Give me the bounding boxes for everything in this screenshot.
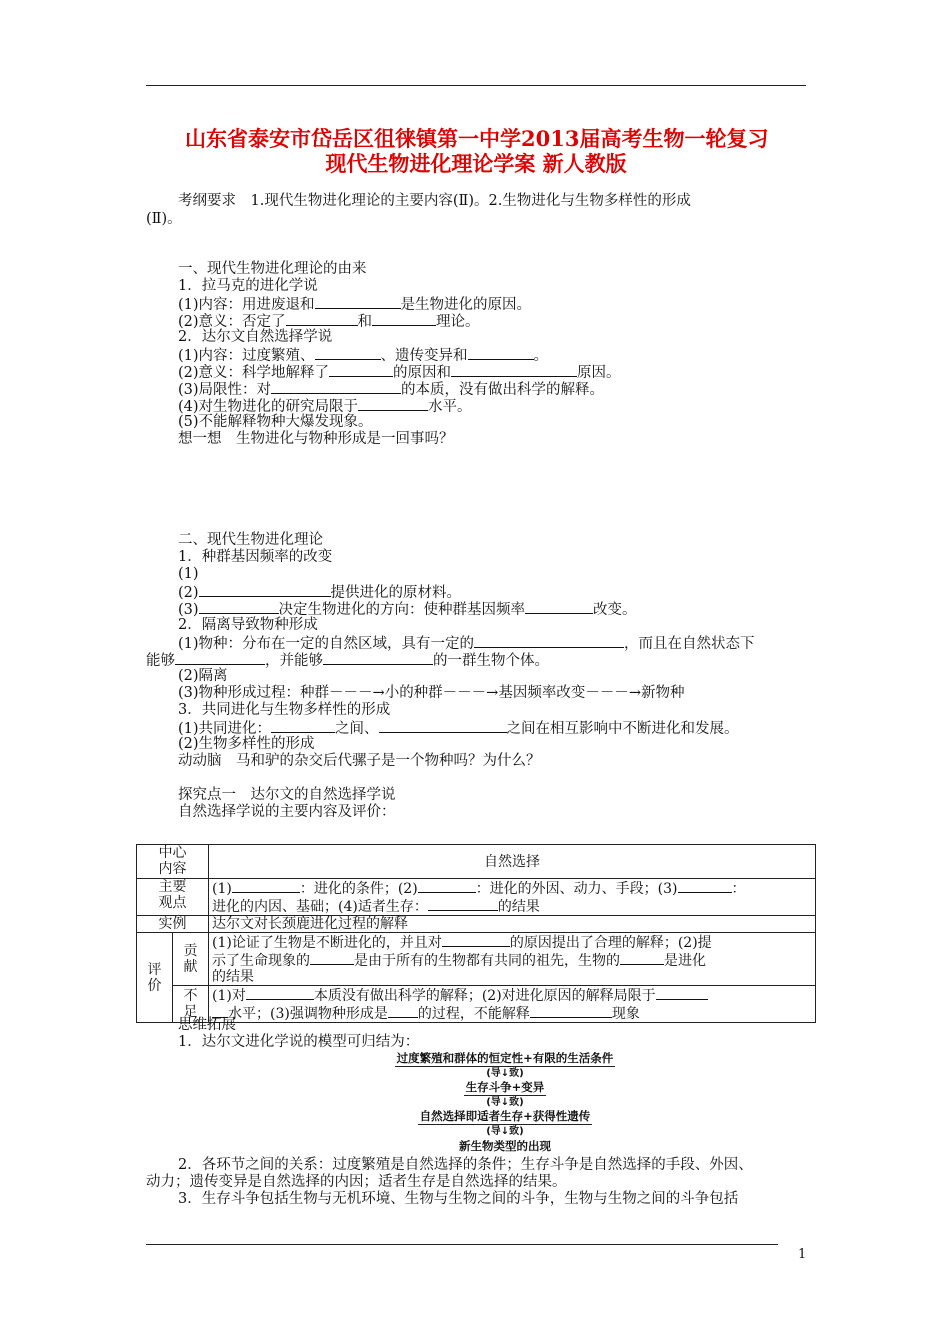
s2-line: (3) 决定生物进化的方向：使种群基因频率 改变。 [178,602,637,618]
fill-blank [388,1004,418,1018]
s2-line: (1) [178,566,199,582]
down-arrow-icon: (导↓致) [486,1126,524,1137]
s2-line: (2)生物多样性的形成 [178,736,315,752]
fill-blank [212,1004,228,1018]
fill-blank [442,933,510,947]
s1-line: 1．拉马克的进化学说 [178,278,318,294]
flow-step: 过度繁殖和群体的恒定性+有限的生活条件 [396,1051,614,1065]
table-row [137,916,816,933]
table-row [137,879,816,916]
brain-prompt: 动动脑 马和驴的杂交后代骡子是一个物种吗？为什么？ [178,753,541,769]
ext-line: 2．各环节之间的关系：过度繁殖是自然选择的条件；生存斗争是自然选择的手段、外因、 [178,1157,753,1173]
down-arrow-icon: (导↓致) [486,1068,524,1079]
s1-line: (1)内容：用进废退和 是生物进化的原因。 [178,297,532,313]
fill-blank [271,380,401,394]
flow-step: 新生物类型的出现 [459,1139,551,1153]
row-sublabel: 贡 献 [173,933,209,986]
s1-line: (2)意义：否定了 和 理论。 [178,314,480,330]
row-sublabel: 不 足 [173,986,209,1023]
fill-blank [323,651,433,665]
fill-blank [271,719,335,733]
s1-line: (5)不能解释物种大爆发现象。 [178,414,373,430]
header-rule [146,85,806,86]
section2-heading: 二、现代生物进化理论 [178,532,323,548]
fill-blank [474,634,624,648]
header-cell: 自然选择 [209,845,816,879]
table-cell: 达尔文对长颈鹿进化过程的解释 [209,916,816,933]
fill-blank [310,951,354,965]
fill-blank [428,897,498,911]
darwin-model-flowchart [370,1051,640,1154]
fill-blank [358,397,428,411]
s2-line: (3)物种形成过程：种群－－－→小的种群－－－→基因频率改变－－－→新物种 [178,685,685,701]
flow-step: 生存斗争+变异 [465,1080,545,1094]
fill-blank [315,346,381,360]
fill-blank [530,1004,612,1018]
fill-blank [451,363,577,377]
down-arrow-icon: (导↓致) [486,1097,524,1108]
fill-blank [379,719,507,733]
fill-blank [525,600,593,614]
flow-step: 自然选择即适者生存+获得性遗传 [419,1109,591,1123]
fill-blank [656,986,708,1000]
extension-heading: 思维拓展 [178,1017,236,1033]
fill-blank [199,600,279,614]
natural-selection-table [136,844,816,1023]
table-cell: (1)对 本质没有做出科学的解释；(2)对进化原因的解释局限于 水平；(3)强调物种形成是 的过程，不能解释 现象 [209,986,816,1023]
header-cell: 中心 内容 [137,845,209,879]
ext-line: 1．达尔文进化学说的模型可归结为： [178,1034,420,1050]
fill-blank [246,986,314,1000]
s2-line: 能够 ，并能够 的一群生物个体。 [146,653,549,669]
syllabus-line-1: 考纲要求 1.现代生物进化理论的主要内容(Ⅱ)。2.生物进化与生物多样性的形成 [178,193,691,209]
s2-line: (2)隔离 [178,668,228,684]
s2-line: 3．共同进化与生物多样性的形成 [178,702,391,718]
ext-line: 动力；遗传变异是自然选择的内因；适者生存是自然选择的结果。 [146,1174,567,1190]
page-number: 1 [798,1247,807,1262]
think-prompt: 想一想 生物进化与物种形成是一回事吗？ [178,431,454,447]
fill-blank [199,583,331,597]
row-label: 实例 [137,916,209,933]
s1-line: 2．达尔文自然选择学说 [178,329,333,345]
fill-blank [175,651,265,665]
fill-blank [678,879,732,893]
s1-line: (1)内容：过度繁殖、 、遗传变异和 。 [178,348,549,364]
table-cell: (1)论证了生物是不断进化的，并且对 的原因提出了合理的解释；(2)提 示了生命现象的 是由于所有的生物都有共同的祖先，生物的 是进化 的结果 [209,933,816,986]
fill-blank [315,295,401,309]
s1-line: (3)局限性：对 的本质，没有做出科学的解释。 [178,382,605,398]
inquiry-subheading: 自然选择学说的主要内容及评价： [178,804,396,820]
s2-line: (1)物种：分布在一定的自然区域，具有一定的 ，而且在自然状态下 [178,636,755,652]
fill-blank [620,951,664,965]
s1-line: (4)对生物进化的研究局限于 水平。 [178,399,472,415]
fill-blank [286,312,358,326]
fill-blank [468,346,534,360]
row-label: 评 价 [137,933,173,1023]
table-row [137,986,816,1023]
inquiry-heading: 探究点一 达尔文的自然选择学说 [178,787,396,803]
title-line-2: 现代生物进化理论学案 新人教版 [325,151,627,176]
section1-heading: 一、现代生物进化理论的由来 [178,261,367,277]
s1-line: (2)意义：科学地解释了 的原因和 原因。 [178,365,621,381]
s2-line: 2．隔离导致物种形成 [178,617,318,633]
fill-blank [232,879,300,893]
table-cell: (1) ：进化的条件；(2) ：进化的外因、动力、手段；(3) ： 进化的内因、基础；(4)适者生存： 的结果 [209,879,816,916]
fill-blank [418,879,476,893]
ext-line: 3．生存斗争包括生物与无机环境、生物与生物之间的斗争，生物与生物之间的斗争包括 [178,1191,739,1207]
fill-blank [372,312,436,326]
s2-line: (1)共同进化： 之间、 之间在相互影响中不断进化和发展。 [178,721,739,737]
title-line-1: 山东省泰安市岱岳区徂徕镇第一中学2013届高考生物一轮复习 [185,126,769,151]
s2-line: 1．种群基因频率的改变 [178,549,333,565]
row-label: 主要 观点 [137,879,209,916]
fill-blank [329,363,393,377]
footer-rule [146,1244,778,1245]
table-row [137,933,816,986]
s2-line: (2) 提供进化的原材料。 [178,585,462,601]
syllabus-line-2: (Ⅱ)。 [146,211,182,227]
table-row [137,845,816,879]
